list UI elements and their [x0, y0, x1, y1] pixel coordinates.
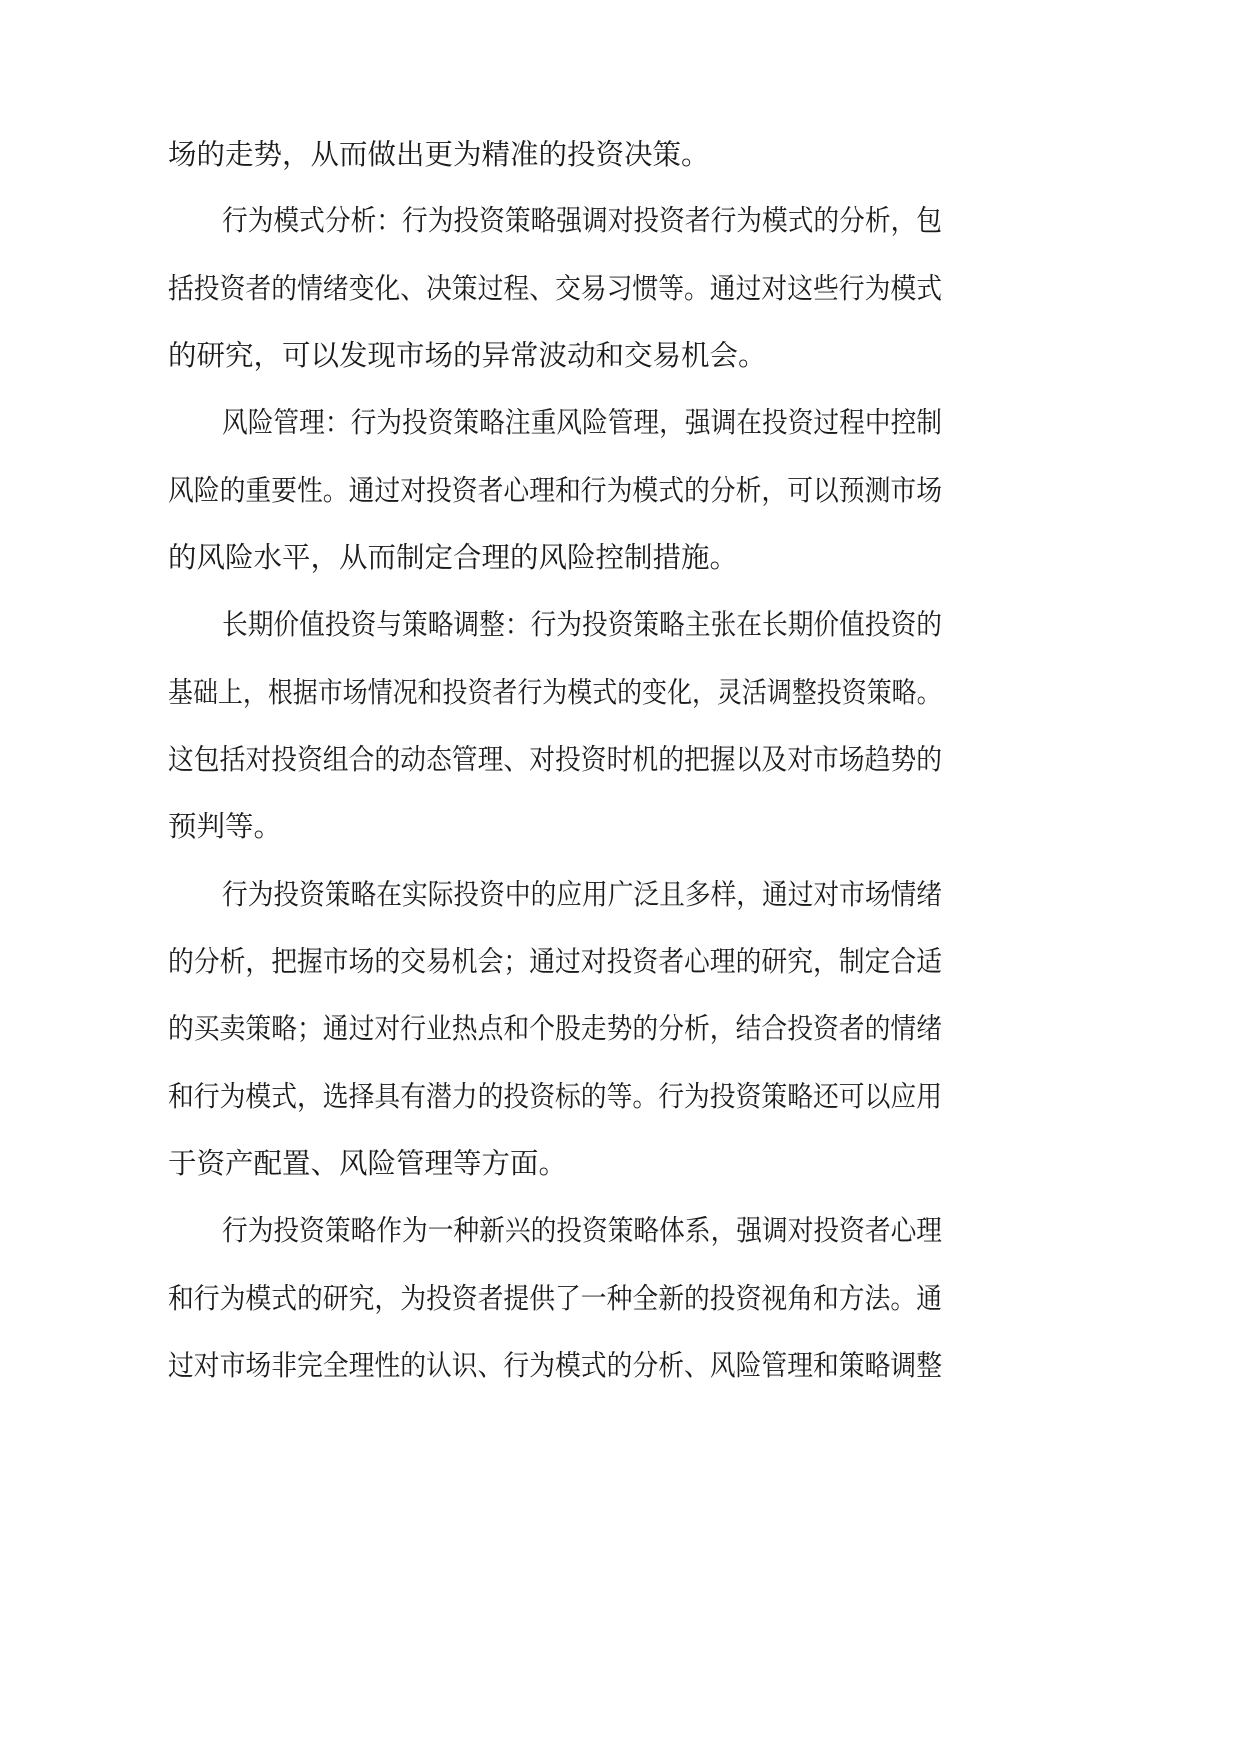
text-line: 的买卖策略；通过对行业热点和个股走势的分析，结合投资者的情绪 — [168, 1012, 943, 1045]
text-line: 行为模式分析：行为投资策略强调对投资者行为模式的分析，包 — [222, 204, 943, 237]
text-line: 场的走势，从而做出更为精准的投资决策。 — [168, 138, 710, 171]
text-line: 风险管理：行为投资策略注重风险管理，强调在投资过程中控制 — [222, 406, 943, 439]
text-line: 和行为模式的研究，为投资者提供了一种全新的投资视角和方法。通 — [168, 1282, 943, 1315]
text-line: 长期价值投资与策略调整：行为投资策略主张在长期价值投资的 — [222, 608, 943, 641]
text-line: 的研究，可以发现市场的异常波动和交易机会。 — [168, 339, 767, 372]
text-line: 这包括对投资组合的动态管理、对投资时机的把握以及对市场趋势的 — [168, 743, 943, 776]
text-line: 行为投资策略作为一种新兴的投资策略体系，强调对投资者心理 — [222, 1214, 943, 1247]
text-line: 预判等。 — [168, 810, 283, 843]
text-line: 的分析，把握市场的交易机会；通过对投资者心理的研究，制定合适 — [168, 945, 943, 978]
text-line: 括投资者的情绪变化、决策过程、交易习惯等。通过对这些行为模式 — [168, 272, 943, 305]
text-line: 风险的重要性。通过对投资者心理和行为模式的分析，可以预测市场 — [168, 474, 943, 507]
text-line: 和行为模式，选择具有潜力的投资标的等。行为投资策略还可以应用 — [168, 1080, 943, 1113]
text-line: 行为投资策略在实际投资中的应用广泛且多样，通过对市场情绪 — [222, 878, 943, 911]
text-line: 于资产配置、风险管理等方面。 — [168, 1147, 568, 1180]
text-line: 过对市场非完全理性的认识、行为模式的分析、风险管理和策略调整 — [168, 1349, 943, 1382]
text-line: 的风险水平，从而制定合理的风险控制措施。 — [168, 541, 739, 574]
text-line: 基础上，根据市场情况和投资者行为模式的变化，灵活调整投资策略。 — [168, 676, 942, 709]
